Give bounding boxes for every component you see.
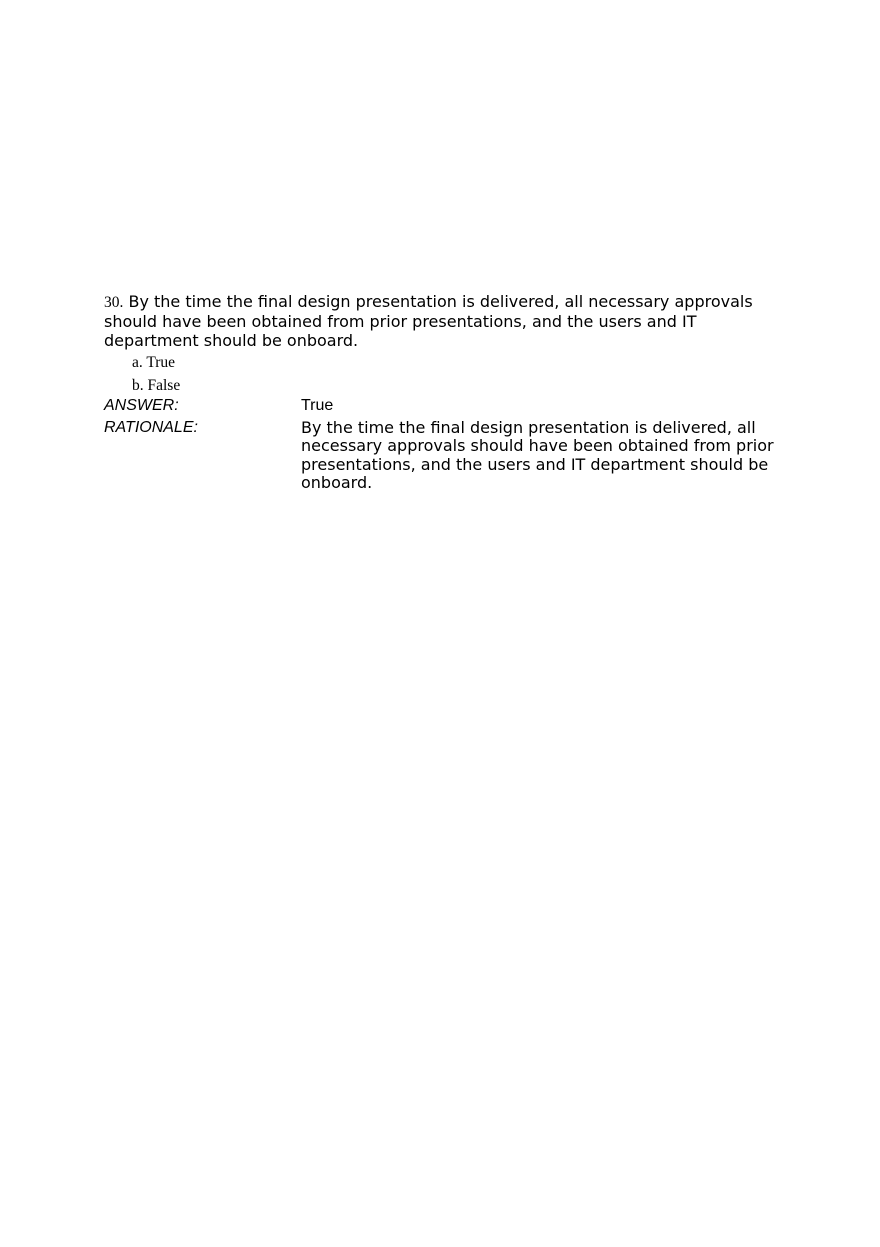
option-false: b. False: [132, 377, 181, 394]
question-text: By the time the final design presentation is delivered, all necessary approvals should have been obtained from prior presentations, and the users and IT department should be onboard.: [104, 292, 753, 350]
rationale-row: [104, 419, 784, 492]
answer-label: ANSWER:: [104, 397, 179, 414]
answer-value: True: [301, 397, 334, 414]
rationale-label: RATIONALE:: [104, 419, 198, 436]
option-true: a. True: [132, 354, 176, 371]
answer-options: [104, 351, 784, 397]
rationale-value: By the time the final design presentation is delivered, all necessary approvals should have been obtained from prior presentations, and the users and IT department should be onboard.: [301, 418, 774, 492]
answer-row: [104, 397, 784, 415]
question-block: [104, 292, 784, 397]
question-number: 30.: [104, 294, 124, 311]
question-stem: [104, 292, 784, 350]
